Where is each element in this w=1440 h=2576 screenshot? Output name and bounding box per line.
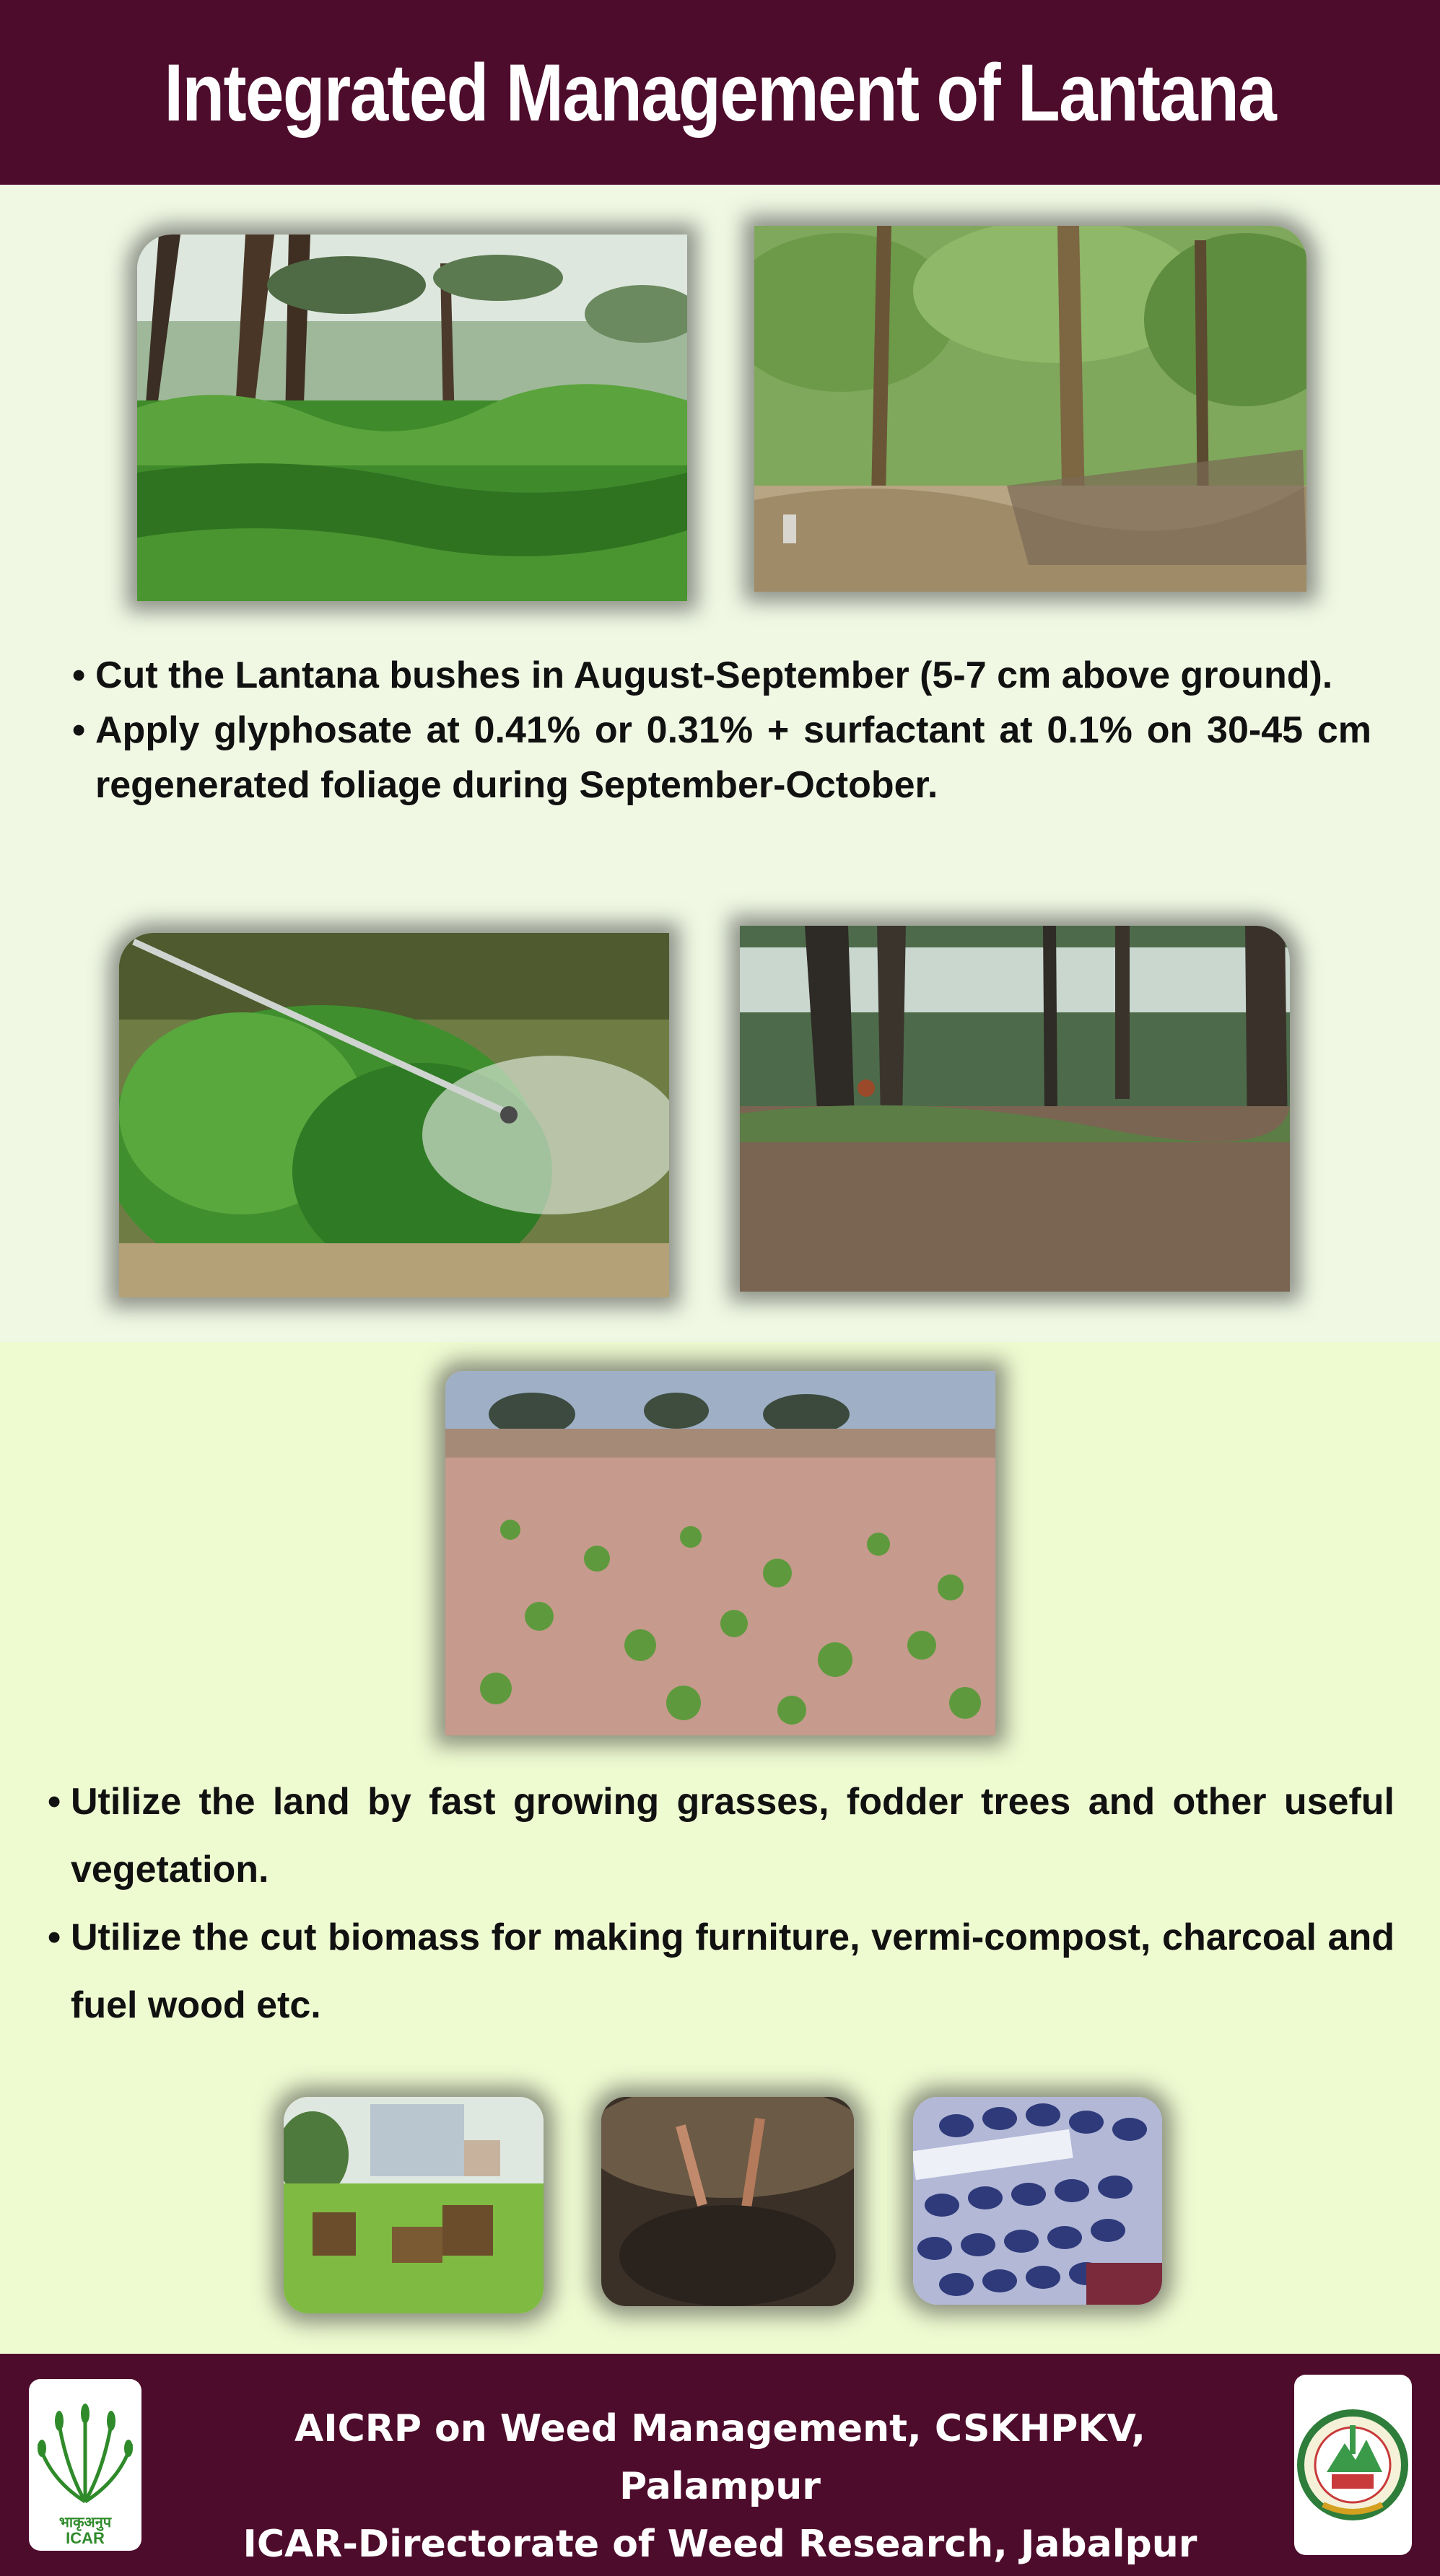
bullet-cut-bushes: • Cut the Lantana bushes in August-September (5-7 cm above ground). [72,648,1371,703]
cskhpkv-seal-logo [1294,2375,1412,2555]
photo-spraying-herbicide [119,933,669,1297]
icar-logo-text: ICAR [66,2529,105,2547]
photo-lantana-bushes [137,235,687,601]
photo-cleared-forest [740,926,1290,1292]
photo-grass-land [445,1371,995,1735]
page-header [0,0,1440,185]
page-title: Integrated Management of Lantana [164,47,1276,138]
bullet-apply-glyphosate: • Apply glyphosate at 0.41% or 0.31% + surfactant at 0.1% on 30-45 cm regenerated foliage during September-October. [72,703,1371,812]
photo-vermi-compost [601,2097,854,2306]
utilization-list [48,1768,1395,2039]
footer-organizations [188,2400,1252,2573]
photo-lantana-furniture [284,2097,544,2313]
photo-charcoal-briquettes [913,2097,1162,2305]
icar-logo-hindi-text: भाकृअनुप [58,2515,112,2531]
icar-logo [29,2379,141,2551]
footer-line-aicrp: AICRP on Weed Management, CSKHPKV, Palampur [294,2407,1146,2508]
cutting-instructions-list [72,648,1371,812]
photo-cut-lantana-forest [754,226,1306,592]
bullet-utilize-biomass: • Utilize the cut biomass for making furniture, vermi-compost, charcoal and fuel wood etc. [48,1903,1395,2039]
bullet-utilize-land: • Utilize the land by fast growing grasses, fodder trees and other useful vegetation. [48,1768,1395,1903]
footer-line-icar-dwr: ICAR-Directorate of Weed Research, Jabalpur [243,2523,1197,2566]
